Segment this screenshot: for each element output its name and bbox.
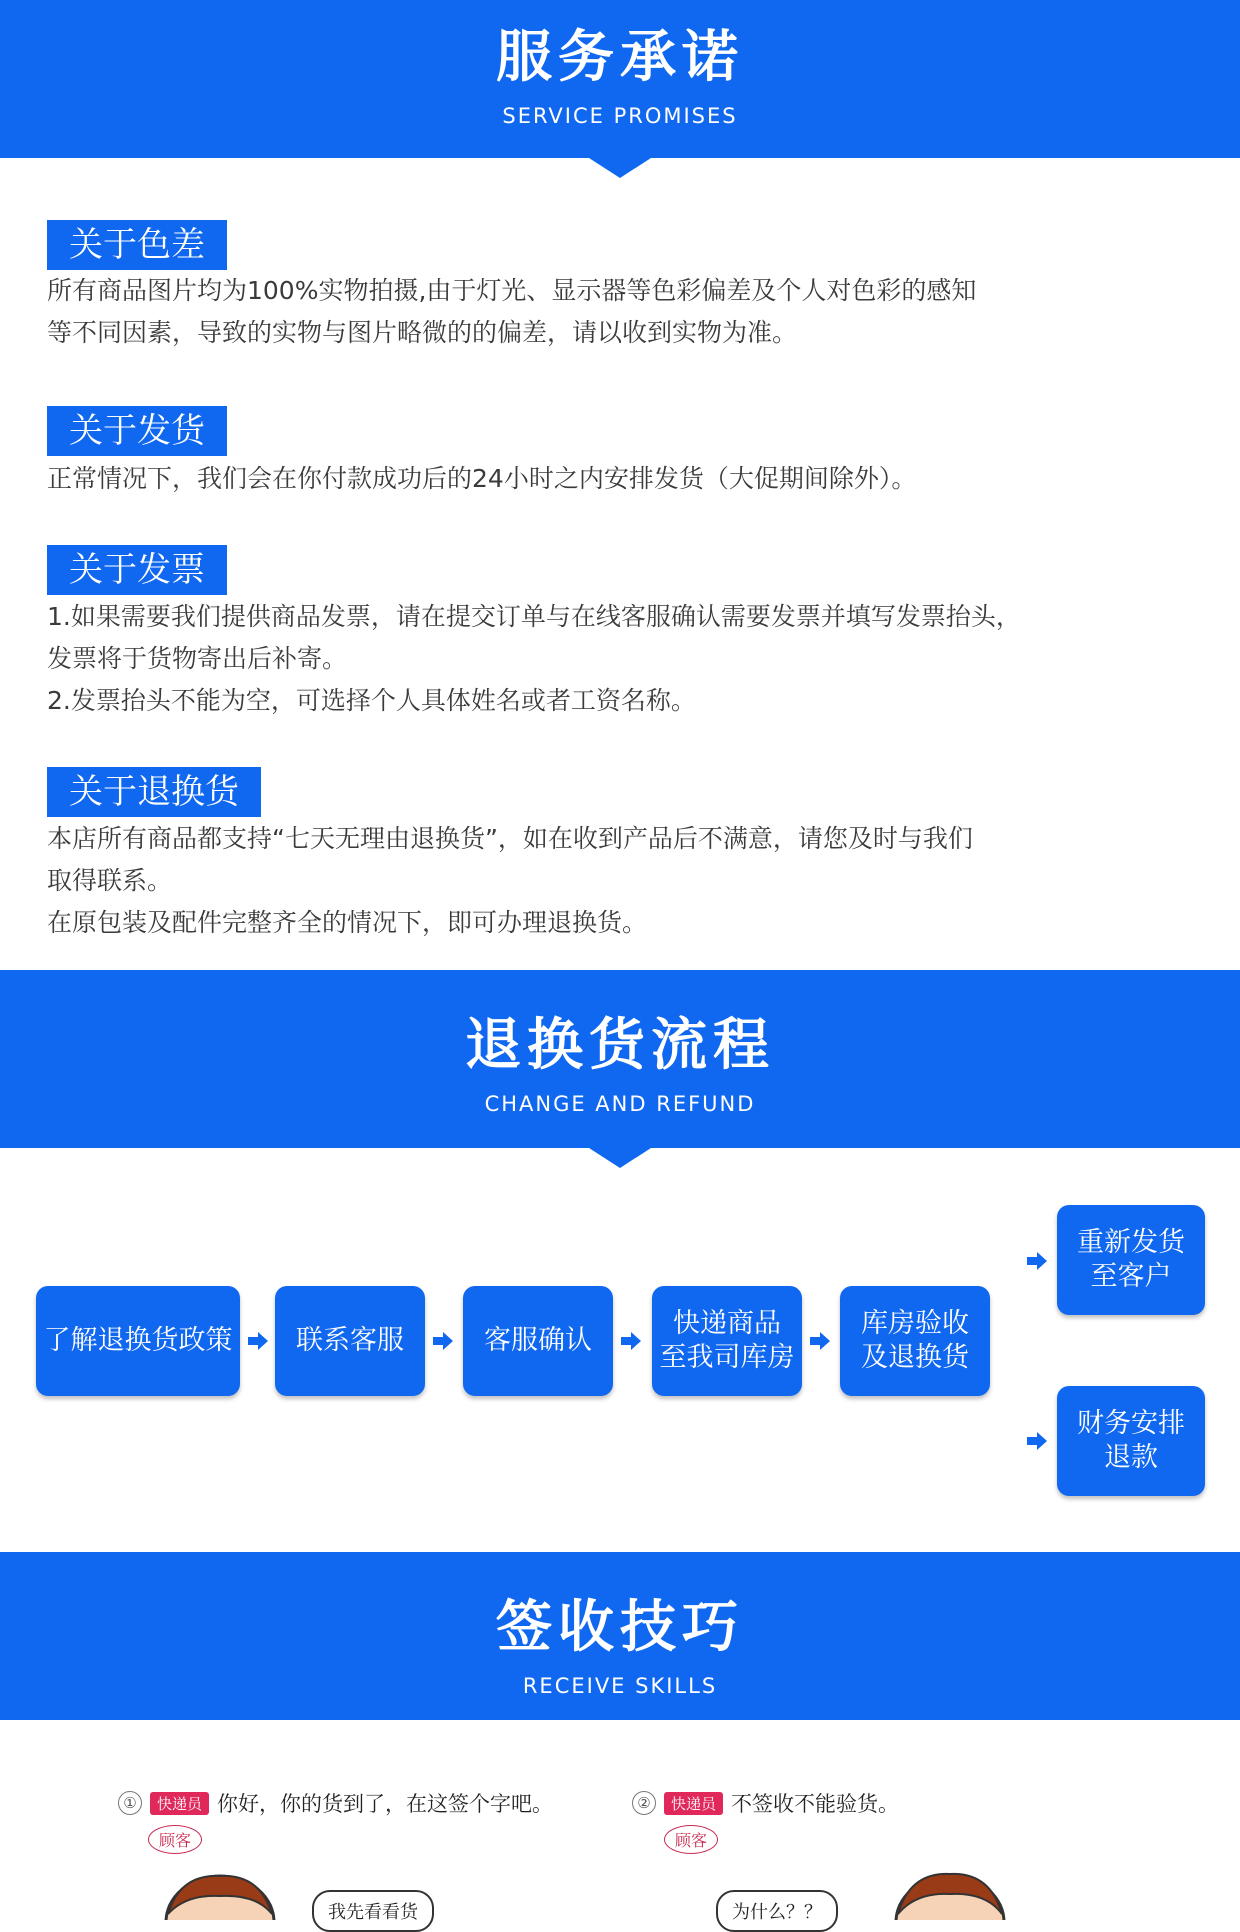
flow-step-contact-service: 联系客服 <box>275 1286 425 1396</box>
arrow-right-icon <box>433 1332 453 1350</box>
tip-line-2 <box>632 1788 899 1818</box>
customer-speech-bubble: 为什么？？ <box>716 1890 838 1932</box>
courier-speech: 不签收不能验货。 <box>731 1792 900 1816</box>
text-line: 等不同因素，导致的实物与图片略微的的偏差，请以收到实物为准。 <box>47 318 798 347</box>
header-subtitle: RECEIVE SKILLS <box>522 1674 718 1698</box>
header-notch <box>589 158 651 178</box>
customer-face-illustration <box>890 1870 1010 1920</box>
step-number: ② <box>632 1791 656 1815</box>
header-title: 签收技巧 <box>496 1595 744 1660</box>
text-line: 所有商品图片均为100%实物拍摄,由于灯光、显示器等色彩偏差及个人对色彩的感知 <box>47 276 977 305</box>
header-receive-skills <box>0 1552 1240 1720</box>
arrow-right-icon <box>248 1332 268 1350</box>
customer-label: 顾客 <box>148 1825 202 1854</box>
arrow-right-icon <box>810 1332 830 1350</box>
courier-badge: 快递员 <box>150 1792 209 1815</box>
arrow-right-icon <box>1027 1252 1047 1270</box>
text-line: 2.发票抬头不能为空，可选择个人具体姓名或者工资名称。 <box>47 686 696 715</box>
header-subtitle: CHANGE AND REFUND <box>484 1092 756 1116</box>
text-line: 正常情况下，我们会在你付款成功后的24小时之内安排发货（大促期间除外）。 <box>47 464 917 493</box>
flow-step-ship-to-warehouse: 快递商品 至我司库房 <box>652 1286 802 1396</box>
section-text-invoice <box>47 596 1197 722</box>
text-line: 取得联系。 <box>47 866 173 895</box>
customer-speech-bubble: 我先看看货 <box>312 1890 434 1932</box>
flow-step-inspection: 库房验收 及退换货 <box>840 1286 990 1396</box>
header-subtitle: SERVICE PROMISES <box>502 104 738 128</box>
header-title: 退换货流程 <box>465 1013 775 1078</box>
section-tag-color-difference: 关于色差 <box>47 220 227 270</box>
flow-step-policy: 了解退换货政策 <box>36 1286 240 1396</box>
header-service-promises <box>0 0 1240 158</box>
section-text-color-difference <box>47 270 1197 354</box>
header-title: 服务承诺 <box>496 25 744 90</box>
header-change-refund <box>0 970 1240 1148</box>
text-line: 本店所有商品都支持“七天无理由退换货”，如在收到产品后不满意，请您及时与我们 <box>47 824 973 853</box>
text-line: 1.如果需要我们提供商品发票，请在提交订单与在线客服确认需要发票并填写发票抬头， <box>47 602 1021 631</box>
text-line: 在原包装及配件完整齐全的情况下，即可办理退换货。 <box>47 908 648 937</box>
flow-outcome-reship: 重新发货 至客户 <box>1057 1205 1205 1315</box>
text-line: 发票将于货物寄出后补寄。 <box>47 644 348 673</box>
header-notch <box>589 1148 651 1168</box>
customer-face-illustration <box>160 1874 280 1920</box>
flow-outcome-refund: 财务安排 退款 <box>1057 1386 1205 1496</box>
section-tag-returns: 关于退换货 <box>47 767 261 817</box>
arrow-right-icon <box>1027 1432 1047 1450</box>
step-number: ① <box>118 1791 142 1815</box>
section-text-shipping <box>47 458 1197 500</box>
courier-speech: 你好，你的货到了，在这签个字吧。 <box>217 1792 554 1816</box>
tip-line-1 <box>118 1788 553 1818</box>
section-text-returns <box>47 818 1197 944</box>
customer-label: 顾客 <box>664 1825 718 1854</box>
flow-step-service-confirm: 客服确认 <box>463 1286 613 1396</box>
arrow-right-icon <box>621 1332 641 1350</box>
courier-badge: 快递员 <box>664 1792 723 1815</box>
section-tag-invoice: 关于发票 <box>47 545 227 595</box>
section-tag-shipping: 关于发货 <box>47 406 227 456</box>
